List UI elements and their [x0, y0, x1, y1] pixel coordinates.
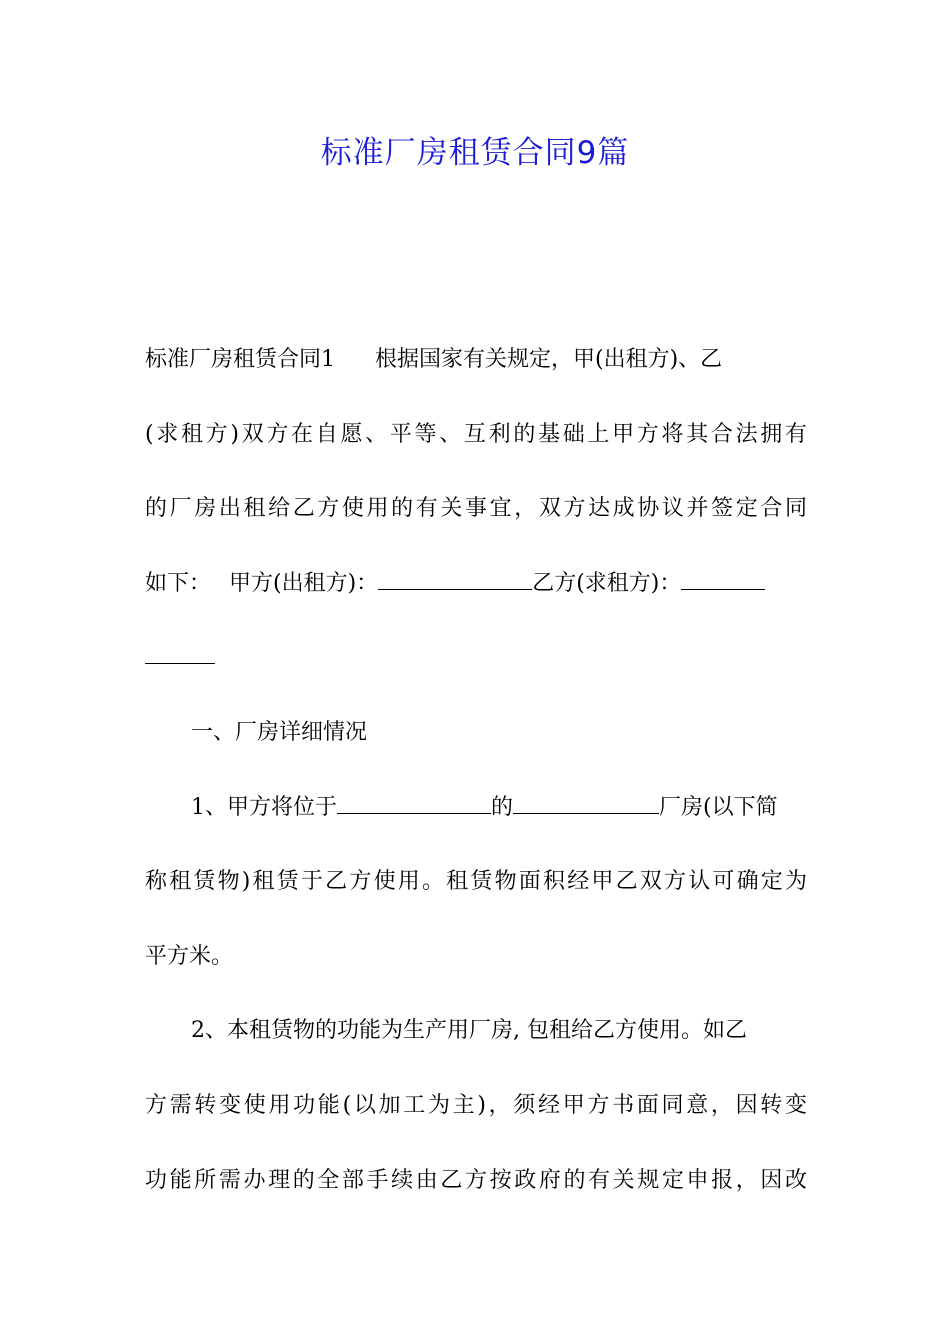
paragraph-line: 功能所需办理的全部手续由乙方按政府的有关规定申报，因改 — [145, 1167, 807, 1193]
paragraph-line — [145, 634, 807, 709]
paragraph-text: 如下： — [145, 570, 212, 596]
party-b-label: 乙方(求租方)： — [532, 570, 682, 596]
paragraph-line: 的厂房出租给乙方使用的有关事宜，双方达成协议并签定合同 — [145, 496, 807, 522]
paragraph-line — [145, 560, 807, 635]
party-a-label: 甲方(出租方)： — [229, 570, 379, 596]
contract-label: 标准厂房租赁合同1 — [145, 347, 335, 372]
section-heading: 一、厂房详细情况 — [191, 719, 368, 745]
document-body — [145, 336, 807, 1231]
paragraph-line — [145, 336, 807, 411]
paragraph-line: 称租赁物)租赁于乙方使用。租赁物面积经甲乙双方认可确定为 — [145, 869, 807, 895]
paragraph-line: 方需转变使用功能(以加工为主)，须经甲方书面同意，因转变 — [145, 1092, 807, 1118]
paragraph-line: (求租方)双方在自愿、平等、互利的基础上甲方将其合法拥有 — [145, 421, 807, 447]
party-a-blank — [378, 561, 532, 590]
paragraph-text: 的 — [491, 794, 514, 820]
document-title: 标准厂房租赁合同9篇 — [320, 135, 630, 171]
paragraph-text: 根据国家有关规定，甲(出租方)、乙 — [375, 347, 723, 372]
paragraph-text: 1、甲方将位于 — [191, 794, 337, 820]
paragraph-line: 2、本租赁物的功能为生产用厂房, 包租给乙方使用。如乙 — [191, 1018, 747, 1044]
paragraph-line — [145, 784, 807, 859]
location-blank — [337, 785, 491, 814]
factory-blank — [513, 785, 659, 814]
party-b-blank-continued — [145, 635, 215, 664]
paragraph-text: 厂房(以下简 — [659, 794, 778, 820]
paragraph-line: 平方米。 — [145, 943, 234, 969]
party-b-blank — [681, 561, 765, 590]
